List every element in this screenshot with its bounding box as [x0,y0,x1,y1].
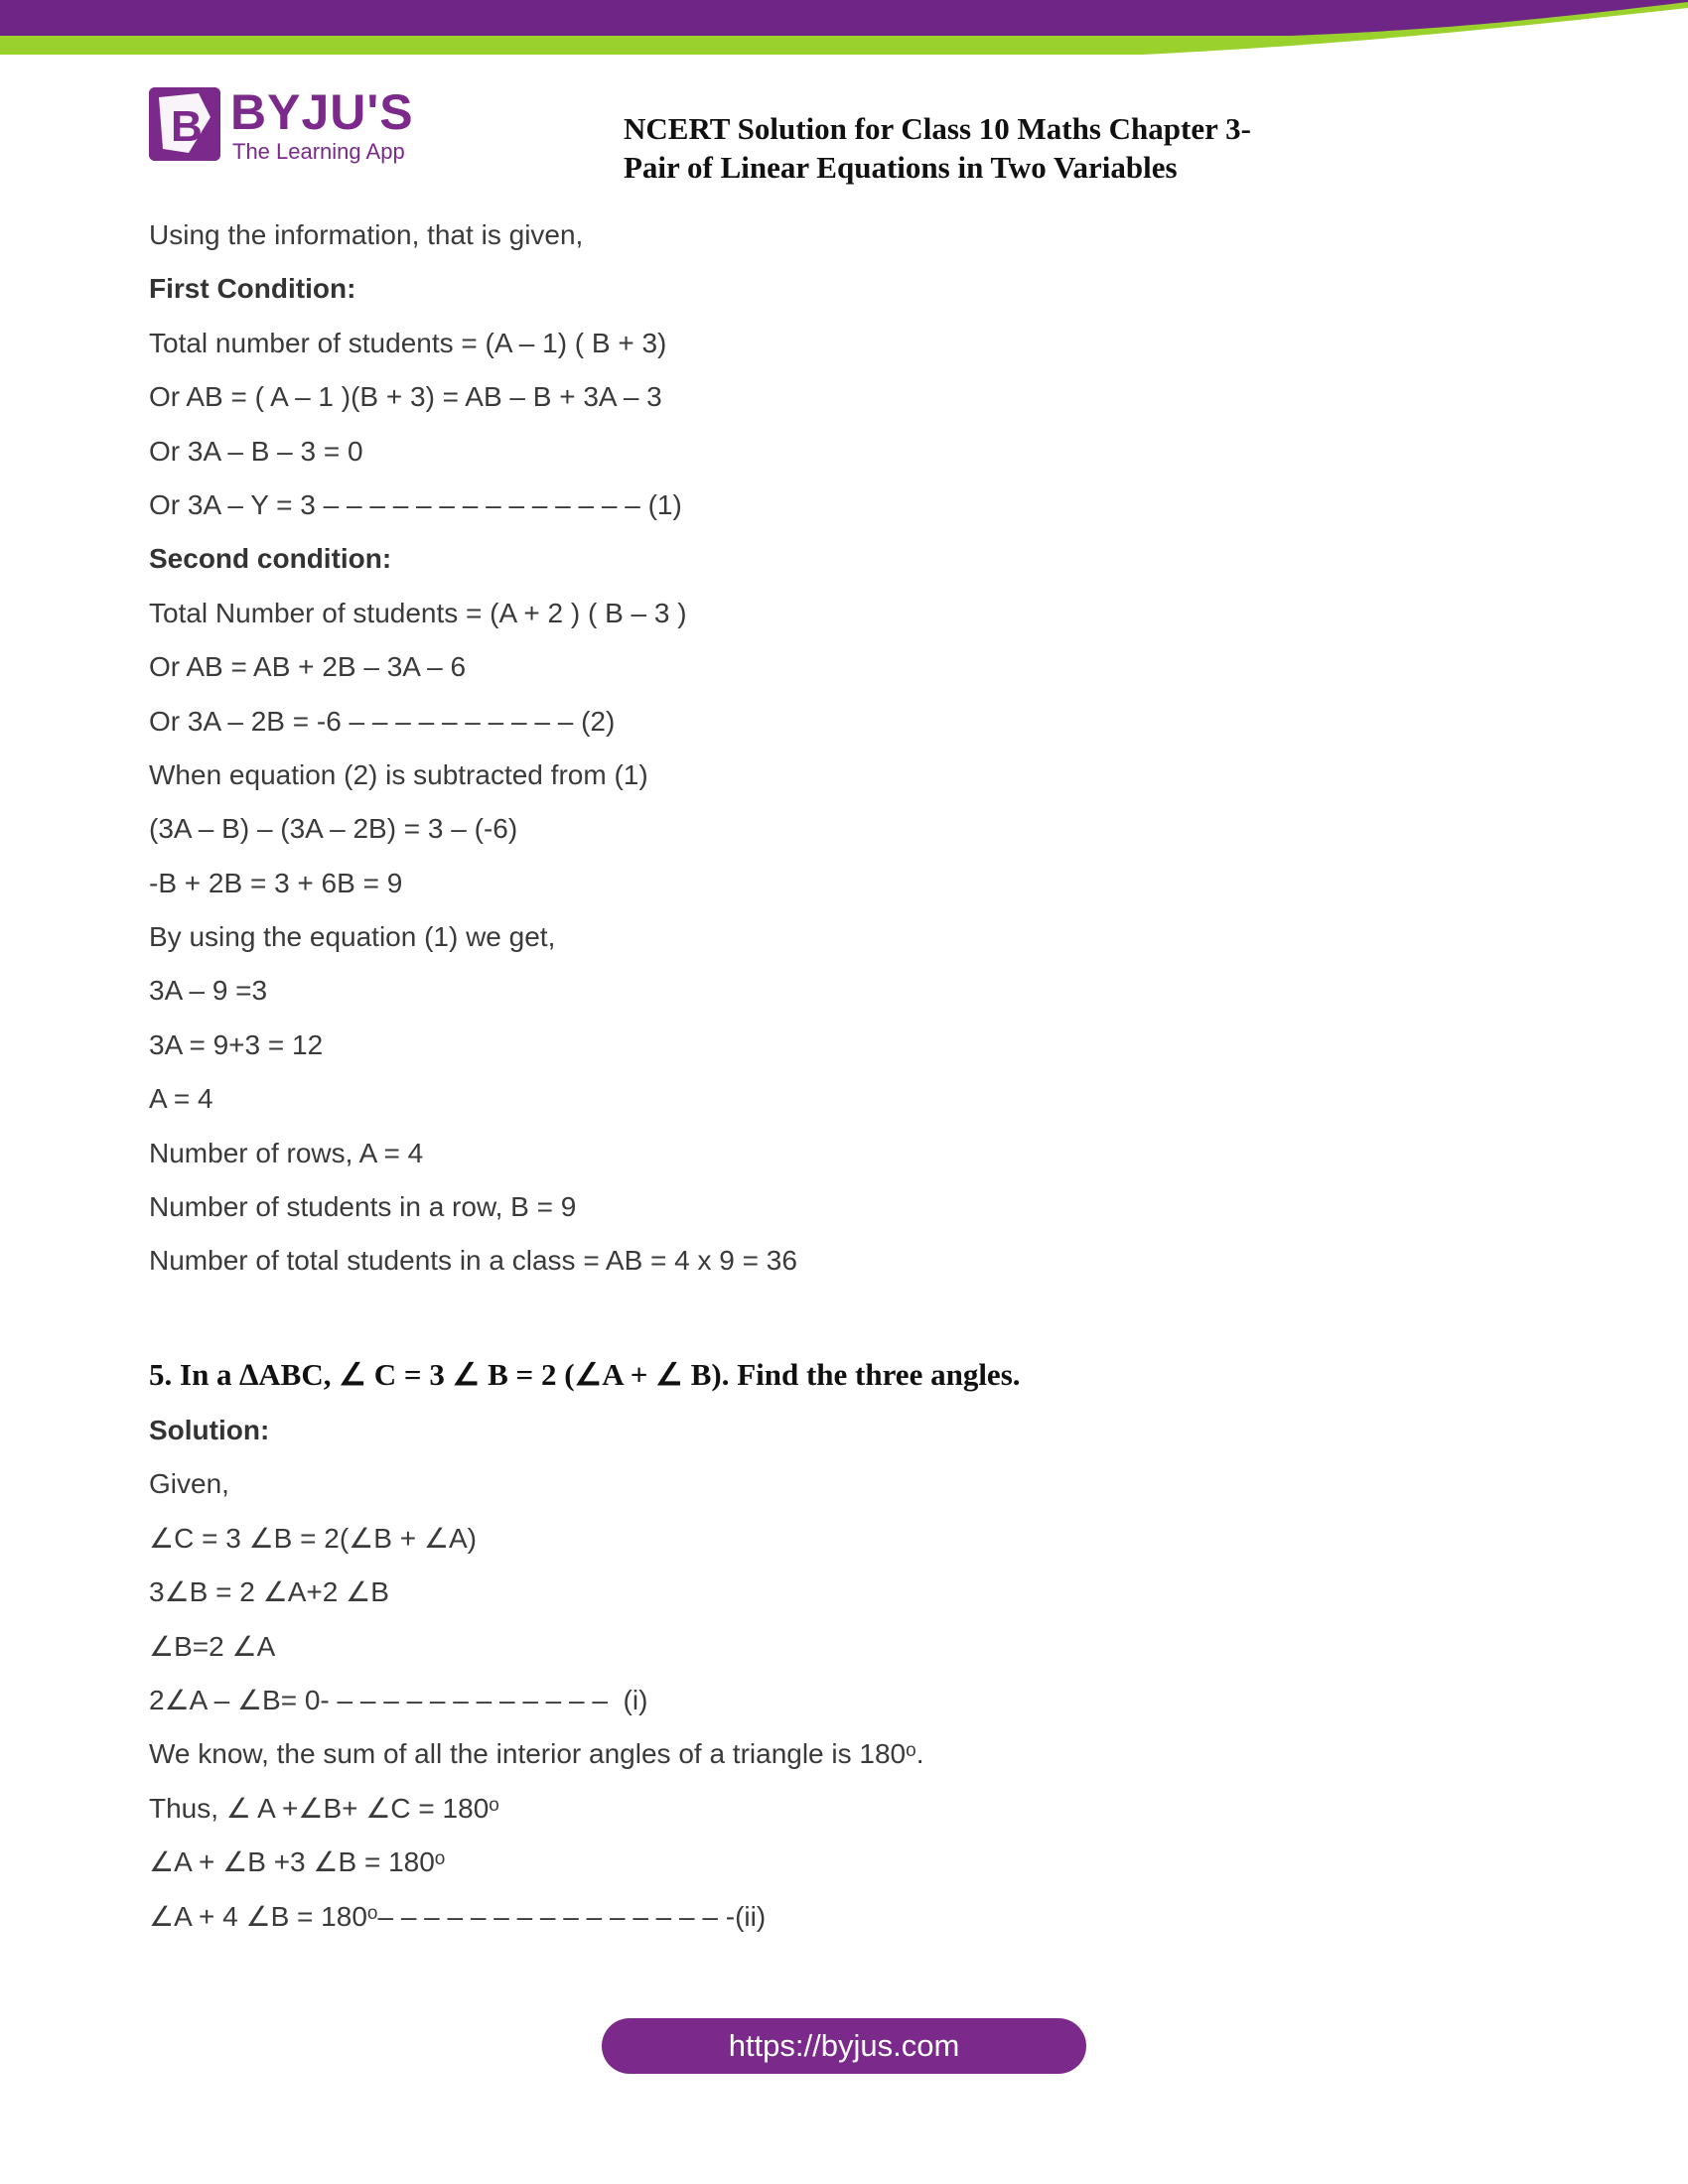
question-5-solution-body [149,1408,1539,1948]
text-line: A = 4 [149,1083,213,1115]
text-line: By using the equation (1) we get, [149,921,556,953]
text-line: Using the information, that is given, [149,219,584,250]
text-line: ∠C = 3 ∠B = 2(∠B + ∠A) [149,1522,477,1554]
solution-body [149,212,1539,1293]
text-line: (3A – B) – (3A – 2B) = 3 – (-6) [149,813,518,845]
text-line: ∠A + ∠B +3 ∠B = 180ᵒ [149,1846,446,1878]
text-line: Or AB = ( A – 1 )(B + 3) = AB – B + 3A – 3 [149,381,662,413]
text-line: Or 3A – 2B = -6 – – – – – – – – – – (2) [149,705,616,737]
text-line: ∠B=2 ∠A [149,1630,276,1662]
header-title-line-1: NCERT Solution for Class 10 Maths Chapter 3- [624,111,1251,146]
text-line: Or 3A – Y = 3 – – – – – – – – – – – – – – (1) [149,488,682,520]
text-line: 3∠B = 2 ∠A+2 ∠B [149,1576,389,1608]
section-heading: First Condition: [149,273,356,305]
header-title-line-2: Pair of Linear Equations in Two Variables [624,150,1178,185]
page-header-title [624,109,1378,187]
text-line: Total Number of students = (A + 2 ) ( B – 3 ) [149,597,687,628]
svg-text:B: B [171,102,203,151]
text-line: We know, the sum of all the interior angles of a triangle is 180ᵒ. [149,1738,924,1770]
footer-url-link[interactable]: https://byjus.com [602,2018,1086,2074]
text-line: Or AB = AB + 2B – 3A – 6 [149,651,467,683]
byjus-b-logo-icon [149,87,220,161]
text-line: 3A – 9 =3 [149,975,268,1007]
top-decorative-band [0,0,1688,60]
text-line: -B + 2B = 3 + 6B = 9 [149,867,403,898]
text-line: Or 3A – B – 3 = 0 [149,435,363,467]
section-heading: Second condition: [149,543,392,575]
text-line: Number of total students in a class = AB = 4 x 9 = 36 [149,1245,797,1277]
question-5-heading: 5. In a ∆ABC, ∠ C = 3 ∠ B = 2 (∠A + ∠ B). Find the three angles. [149,1357,1021,1392]
text-line: 3A = 9+3 = 12 [149,1028,324,1060]
byjus-logo[interactable] [149,84,447,167]
text-line: When equation (2) is subtracted from (1) [149,758,648,790]
text-line: 2∠A – ∠B= 0- – – – – – – – – – – – – (i) [149,1684,648,1715]
text-line: Total number of students = (A – 1) ( B + 3) [149,327,667,358]
text-line: Number of students in a row, B = 9 [149,1191,577,1223]
text-line: Given, [149,1468,229,1500]
logo-tagline: The Learning App [232,139,405,164]
text-line: Number of rows, A = 4 [149,1137,424,1168]
text-line: ∠A + 4 ∠B = 180ᵒ– – – – – – – – – – – – – – – -(ii) [149,1900,767,1932]
section-heading: Solution: [149,1415,270,1445]
logo-name: BYJU'S [230,84,414,140]
text-line: Thus, ∠ A +∠B+ ∠C = 180ᵒ [149,1792,499,1824]
